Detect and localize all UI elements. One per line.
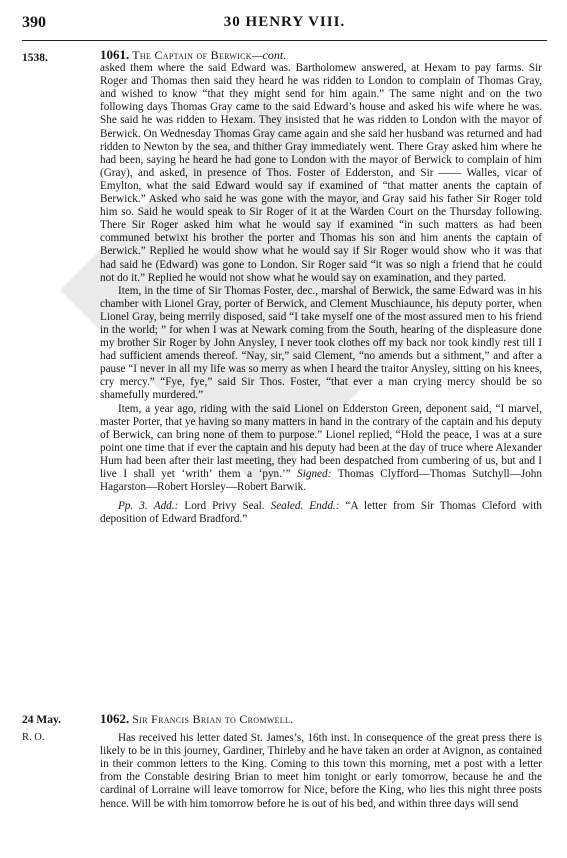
entry-1062 — [100, 712, 542, 811]
note-add-label: Add.: — [153, 500, 179, 513]
entry-1061 — [100, 48, 542, 526]
paragraph-3 — [100, 403, 542, 495]
paragraph-3-text: Item, a year ago, riding with the said Lionel on Edderston Green, deponent said, “I marvel, master Porter, that ye having so many matters in hand in the contrary of the captain and his deputy of Berwick, can bring none of them to purpose.” Lionel replied, “Hold the peace, I was at a sure point one time that if ever the captain and his deputy had been at the day of truce where Alexander Hum had been after their last meeting, they had been despatched from cumbering of us, but and I live I shall yet ‘writh’ them a ‘pyn.’” — [100, 402, 542, 480]
margin-date: 24 May. — [22, 714, 61, 726]
paragraph-2: Item, in the time of Sir Thomas Foster, dec., marshal of Berwick, the same Edward was in his chamber with Lionel Gray, porter of Berwick, and Clement Muschiaunce, his deputy porter, when Lionel Gray, being merrily disposed, said “I take myself one of the most assured men to his friend in the world; ” for when I was at Newark coming from the South, hearing of the displeasure done my brother Sir Roger by John Anysley, I never took clothes off my back nor took kindly rest till I had sufficient amends thereof. “Nay, sir,” said Clement, “no amends but a sithment,” and after a pause “I never in all my life was so merry as when I heard the traitor Anysley, sitting on his knees, cry mercy.” “Fye, fye,” said Sir Thos. Foster, “that ever a man crying mercy should be so shamefully murdered.” — [100, 284, 542, 402]
margin-year: 1538. — [22, 52, 48, 64]
entry-title: Sir Francis Brian to Cromwell. — [132, 712, 294, 726]
signed-names: Thomas Clyfford—Thomas Sutchyll—John Hagarston—Robert Horsley—Robert Barwik. — [100, 468, 542, 494]
page-number: 390 — [22, 14, 46, 31]
note-add: Lord Privy Seal. — [184, 500, 265, 513]
entry-number: 1062. — [100, 711, 130, 726]
entry-1061-heading — [100, 48, 542, 62]
note-pages: Pp. 3. — [118, 500, 148, 513]
running-head: 30 HENRY VIII. — [223, 14, 346, 30]
entry-1062-heading — [100, 712, 542, 726]
header-rule — [22, 40, 547, 41]
paragraph-1: asked them where the said Edward was. Bartholomew answered, at Hexam to pay farms. Sir Roger and Thomas then said they heard he was ridden to London to complain of Thomas Gray, and wished to know “that they might send for him again.” The same night and on the two following days Thomas Gray came to the said Edward’s house and asked his wife where he was. She said he was ridden to Hexam. They insisted that he was ridden to London with the mayor of Berwick. On Wednesday Thomas Gray came again and she said her husband was returned and had ridden to Newton by the sea, and thither Gray immediately went. There Gray asked him where he had been, saying he heard he had gone to London with the mayor of Berwick to complain of him (Gray), and asked, in presence of Thos. Foster of Edderston, and Sir —— Walles, vicar of Emylton, what the said Edward would say if examined of “that matter anents the captain of Berwick.” Asked who said he was gone with the mayor, and Gray said his father Sir Roger told him so. Said he would speak to Sir Roger of it at the Warden Court on the Thursday following. There Sir Roger asked him what he would say if examined “in such matters as had been communed betwixt his brother the porter and Thomas his son and him anents the captain of Berwick.” Replied he would show what he would say if Sir Roger would show who it was that had said he (Edward) was gone to London. Sir Roger said “it was so nigh a friend that he could not do it.” Replied he would not show what he would say on examination, and they parted. — [100, 62, 542, 284]
note-sealed: Sealed. — [270, 500, 304, 513]
paragraph-1: Has received his letter dated St. James’s, 16th inst. In consequence of the great press there is likely to be in this journey, Gardiner, Thirleby and he have taken an order at Avignon, as contained in their common letters to the King. Coming to this town this morning, met a post with a letter from the Constable desiring Brian to meet him tonight or early tomorrow, because he and the cardinal of Lorraine will leave tomorrow for Nice, before the King, who lies this night three posts hence. Will be with him tomorrow before he is out of his bed, and within three days will send — [100, 732, 542, 810]
entry-number: 1061. — [100, 47, 130, 62]
entry-cont: —cont. — [251, 48, 287, 62]
page-header — [22, 14, 547, 34]
note-endd-label: Endd.: — [309, 500, 340, 513]
document-note — [100, 500, 542, 526]
note-endd: “A letter from Sir Thomas Cleford with deposition of Edward Bradford.” — [100, 500, 542, 526]
margin-source: R. O. — [22, 732, 45, 743]
entry-title: The Captain of Berwick — [132, 48, 252, 62]
signed-label: Signed: — [297, 468, 332, 480]
